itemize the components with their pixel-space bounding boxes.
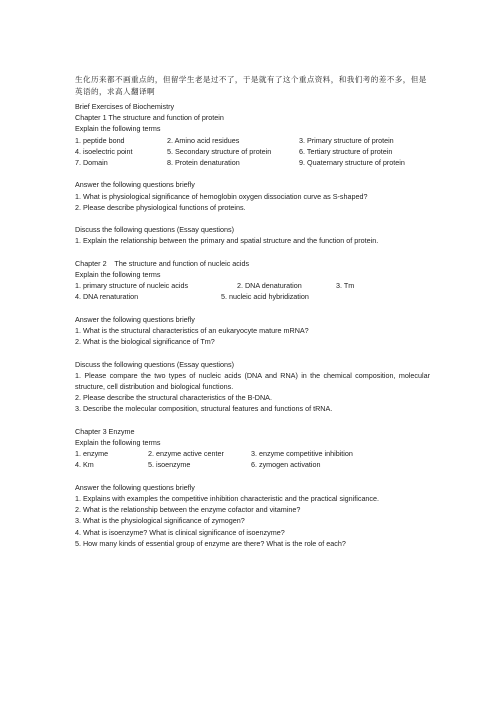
chapter-2-terms-row-2 (75, 291, 430, 302)
chapter-3-terms-grid (75, 448, 430, 470)
term: 6. Tertiary structure of protein (299, 146, 393, 156)
question: 1. Explain the relationship between the primary and spatial structure and the function of protein. (75, 236, 379, 246)
chapter-1-terms-grid (75, 135, 430, 169)
chapter-1-brief-heading: Answer the following questions briefly (75, 180, 195, 190)
chapter-3-terms-heading: Explain the following terms (75, 438, 161, 447)
term: 6. zymogen activation (251, 460, 321, 470)
question: 2. What is the biological significance of Tm? (75, 337, 215, 347)
term: 5. Secondary structure of protein (167, 146, 272, 156)
question: 1. What is physiological significance of hemoglobin oxygen dissociation curve as S-shaped? (75, 191, 368, 201)
term: 5. nucleic acid hybridization (221, 292, 309, 302)
document-title: Brief Exercises of Biochemistry (75, 102, 175, 111)
chapter-2-terms-heading: Explain the following terms (75, 270, 161, 279)
question: 1. Explains with examples the competitive inhibition characteristic and the practical significance. (75, 494, 380, 503)
document-content (75, 74, 430, 549)
question: 2. Please describe the structural characteristics of the B-DNA. (75, 393, 272, 403)
term: 3. Tm (336, 281, 355, 291)
question: 2. What is the relationship between the enzyme cofactor and vitamine? (75, 505, 301, 515)
term: 3. enzyme competitive inhibition (251, 449, 353, 459)
chapter-2-brief-heading: Answer the following questions briefly (75, 314, 195, 324)
term: 2. Amino acid residues (167, 135, 240, 145)
question: 2. Please describe physiological functions of proteins. (75, 202, 246, 212)
term: 3. Primary structure of protein (299, 135, 394, 145)
question: 4. What is isoenzyme? What is clinical significance of isoenzyme? (75, 527, 285, 537)
chapter-3-title: Chapter 3 Enzyme (75, 426, 135, 436)
chapter-1-terms-heading: Explain the following terms (75, 124, 161, 134)
chapter-2-terms-row-1 (75, 280, 430, 291)
term: 2. enzyme active center (148, 449, 224, 459)
term: 1. peptide bond (75, 135, 125, 145)
term: 4. isoelectric point (75, 146, 133, 156)
term: 7. Domain (75, 158, 108, 168)
chapter-2-essay-heading: Discuss the following questions (Essay questions) (75, 359, 234, 369)
question: 1. Please compare the two types of nucleic acids (DNA and RNA) in the chemical composition, molecular structure, cell distribution and biological functions. (75, 370, 430, 391)
term: 2. DNA denaturation (237, 281, 302, 291)
term: 4. Km (75, 460, 94, 470)
term: 5. isoenzyme (148, 460, 191, 470)
question: 3. What is the physiological significance of zymogen? (75, 516, 245, 526)
chapter-1-essay-heading: Discuss the following questions (Essay questions) (75, 225, 234, 235)
term: 8. Protein denaturation (167, 158, 240, 168)
question: 5. How many kinds of essential group of enzyme are there? What is the role of each? (75, 538, 346, 548)
chapter-1-title: Chapter 1 The structure and function of protein (75, 113, 224, 123)
intro-note: 生化历来都不画重点的，但留学生老是过不了，于是就有了这个重点资料，和我们考的差不多，但是英语的，求高人翻译啊 (75, 75, 427, 96)
question: 3. Describe the molecular composition, structural features and functions of tRNA. (75, 404, 333, 414)
chapter-3-brief-heading: Answer the following questions briefly (75, 482, 195, 492)
chapter-2-title: Chapter 2 The structure and function of nucleic acids (75, 258, 250, 268)
question: 1. What is the structural characteristics of an eukaryocyte mature mRNA? (75, 326, 309, 335)
term: 4. DNA renaturation (75, 292, 139, 302)
term: 1. enzyme (75, 449, 109, 459)
term: 9. Quaternary structure of protein (299, 158, 405, 168)
term: 1. primary structure of nucleic acids (75, 281, 189, 291)
